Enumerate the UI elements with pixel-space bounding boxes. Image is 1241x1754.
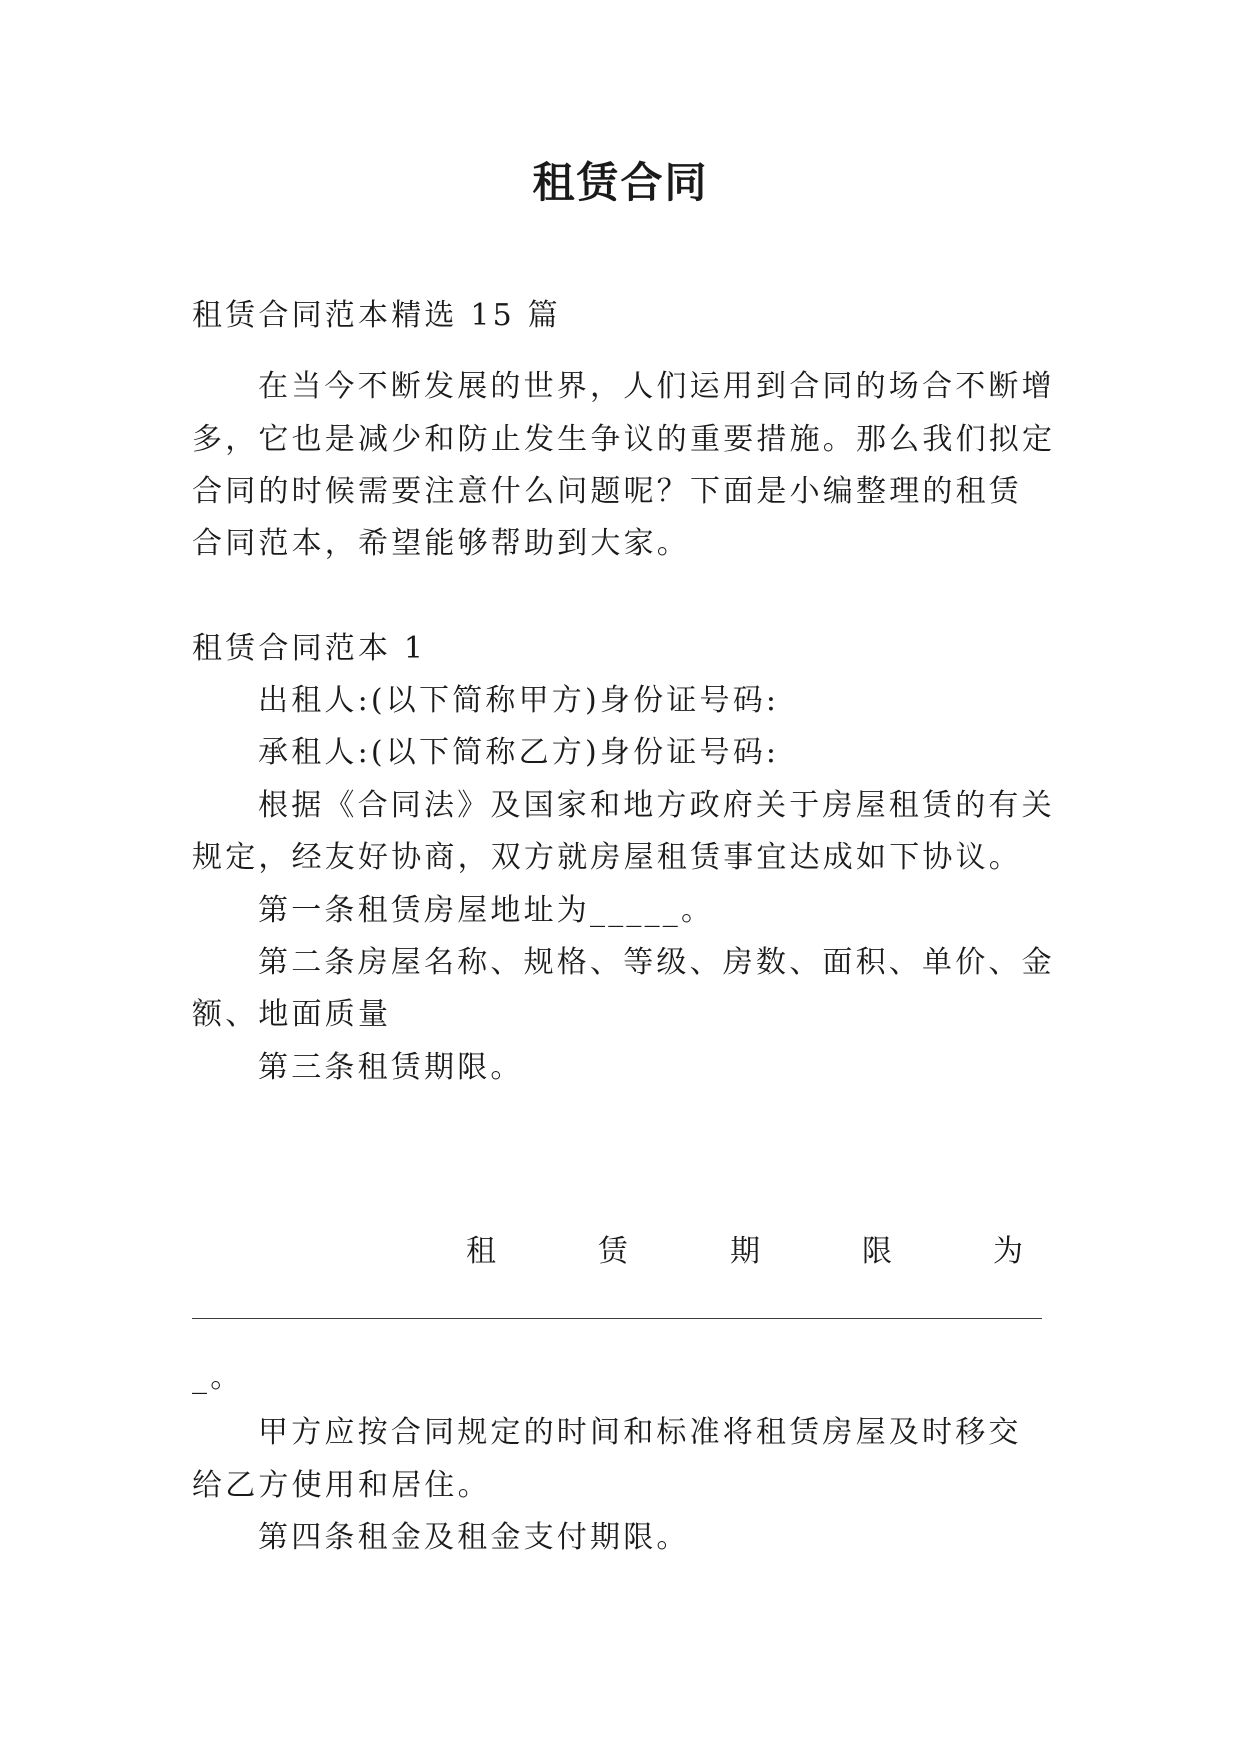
lessor-line: 出租人:(以下简称甲方)身份证号码: <box>258 683 780 718</box>
intro-line: 多，它也是减少和防止发生争议的重要措施。那么我们拟定 <box>192 422 1056 457</box>
article-4: 第四条租金及租金支付期限。 <box>258 1520 690 1555</box>
section-heading: 租赁合同范本 1 <box>192 631 427 666</box>
basis-line: 根据《合同法》及国家和地方政府关于房屋租赁的有关 <box>258 788 1055 823</box>
lease-term-blank <box>192 1318 1042 1319</box>
lease-term-char: 赁 <box>598 1234 628 1269</box>
document-subtitle: 租赁合同范本精选 15 篇 <box>192 298 561 333</box>
article-2-line: 第二条房屋名称、规格、等级、房数、面积、单价、金 <box>258 945 1055 980</box>
lease-term-end: _。 <box>192 1360 244 1395</box>
lease-term-char: 为 <box>993 1234 1023 1269</box>
handover-line: 给乙方使用和居住。 <box>192 1468 491 1503</box>
lease-term-char: 限 <box>862 1234 892 1269</box>
intro-line: 在当今不断发展的世界，人们运用到合同的场合不断增 <box>258 369 1055 404</box>
lease-term-line <box>0 1230 1241 1274</box>
lessee-line: 承租人:(以下简称乙方)身份证号码: <box>258 735 780 770</box>
lease-term-char: 租 <box>466 1234 496 1269</box>
intro-line: 合同的时候需要注意什么问题呢？下面是小编整理的租赁 <box>192 474 1022 509</box>
article-3: 第三条租赁期限。 <box>258 1050 524 1085</box>
basis-line: 规定，经友好协商，双方就房屋租赁事宜达成如下协议。 <box>192 840 1022 875</box>
document-title: 租赁合同 <box>532 158 709 207</box>
intro-line: 合同范本，希望能够帮助到大家。 <box>192 526 690 561</box>
article-2-line: 额、地面质量 <box>192 997 392 1032</box>
handover-line: 甲方应按合同规定的时间和标准将租赁房屋及时移交 <box>258 1415 1022 1450</box>
article-1: 第一条租赁房屋地址为_____。 <box>258 893 715 928</box>
lease-term-char: 期 <box>730 1234 760 1269</box>
